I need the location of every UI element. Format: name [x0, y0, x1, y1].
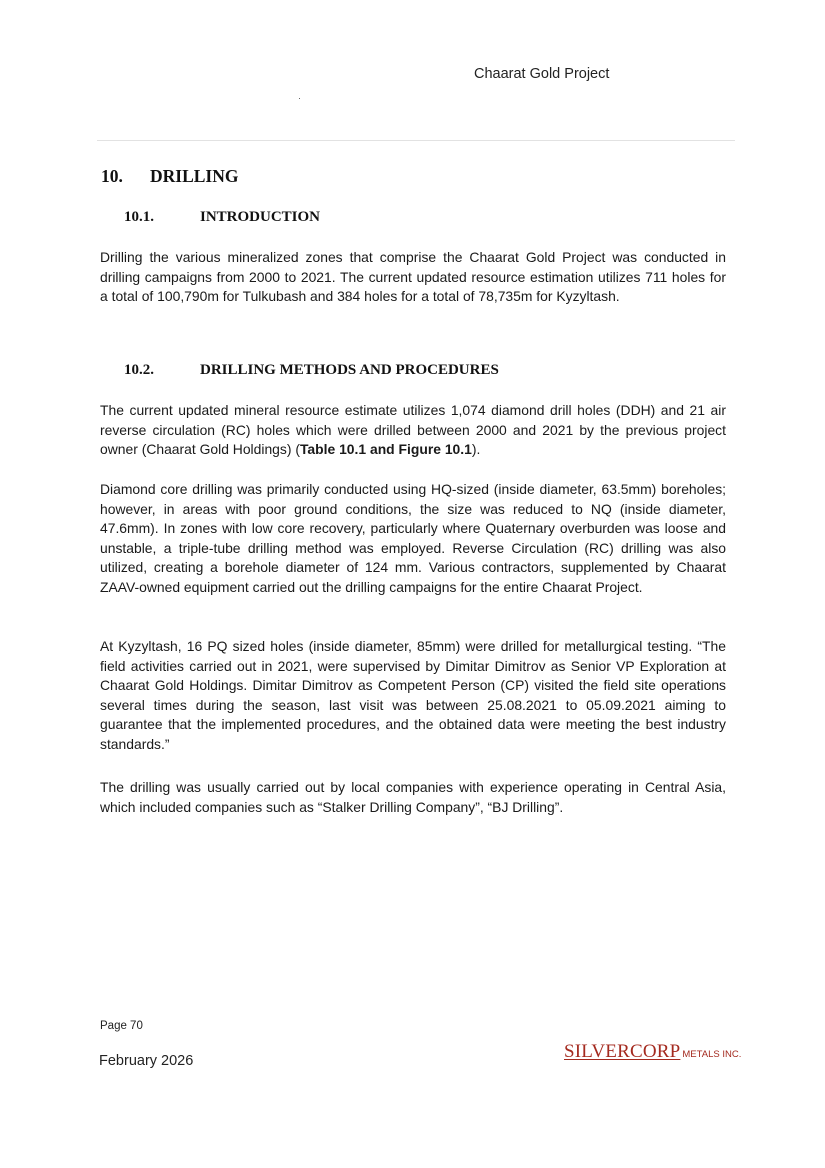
- page-number: Page 70: [100, 1020, 143, 1032]
- header-title: Chaarat Gold Project: [474, 66, 610, 82]
- subsection-title: DRILLING METHODS AND PROCEDURES: [200, 362, 499, 378]
- subsection-title: INTRODUCTION: [200, 209, 321, 225]
- paragraph-tail: ).: [471, 441, 481, 457]
- section-heading: [101, 166, 239, 187]
- introduction-paragraph: Drilling the various mineralized zones that comprise the Chaarat Gold Project was conducted in drilling campaigns from 2000 to 2021. The current updated resource estimation utilizes 711 holes for a total of 100,790m for Tulkubash and 384 holes for a total of 78,735m for Kyzyltash.: [100, 249, 726, 304]
- header-dot: [299, 98, 300, 99]
- section-title: DRILLING: [150, 166, 239, 186]
- section-number: 10.: [101, 166, 123, 186]
- silvercorp-logo: [564, 1041, 741, 1063]
- paragraph-text: The current updated mineral resource estimate utilizes 1,074 diamond drill holes (DDH) and 21 air reverse circulation (RC) holes which were drilled between 2000 and 2021 by the previous project owner (Chaarat Gold Holdings) (: [100, 402, 726, 457]
- subsection-number: 10.2.: [124, 362, 154, 378]
- methods-paragraph-3: At Kyzyltash, 16 PQ sized holes (inside diameter, 85mm) were drilled for metallurgical testing. “The field activities carried out in 2021, were supervised by Dimitar Dimitrov as Senior VP Exploration at Chaarat Gold Holdings. Dimitar Dimitrov as Competent Person (CP) visited the field site operations several times during the season, last visit was between 25.08.2021 to 05.09.2021 aiming to guarantee that the implemented procedures, and the obtained data were meeting the best industry standards.”: [100, 638, 726, 752]
- logo-subtext: METALS INC.: [682, 1049, 742, 1060]
- methods-paragraph-4: The drilling was usually carried out by local companies with experience operating in Central Asia, which included companies such as “Stalker Drilling Company”, “BJ Drilling”.: [100, 779, 726, 815]
- subsection-heading-methods: [124, 362, 499, 379]
- footer-date: February 2026: [99, 1053, 194, 1069]
- subsection-number: 10.1.: [124, 209, 154, 225]
- header-divider: [97, 140, 735, 141]
- logo-wordmark: SILVERCORP: [564, 1041, 681, 1062]
- methods-paragraph-1: [100, 401, 726, 460]
- methods-paragraph-2: Diamond core drilling was primarily conducted using HQ-sized (inside diameter, 63.5mm) boreholes; however, in areas with poor ground conditions, the size was reduced to NQ (inside diameter, 47.6mm). In zones with low core recovery, particularly where Quaternary overburden was loose and unstable, a triple-tube drilling method was employed. Reverse Circulation (RC) drilling was also utilized, creating a borehole diameter of 124 mm. Various contractors, supplemented by Chaarat ZAAV-owned equipment carried out the drilling campaigns for the entire Chaarat Project.: [100, 481, 726, 595]
- subsection-heading-introduction: [124, 209, 320, 226]
- table-figure-reference: Table 10.1 and Figure 10.1: [299, 441, 472, 457]
